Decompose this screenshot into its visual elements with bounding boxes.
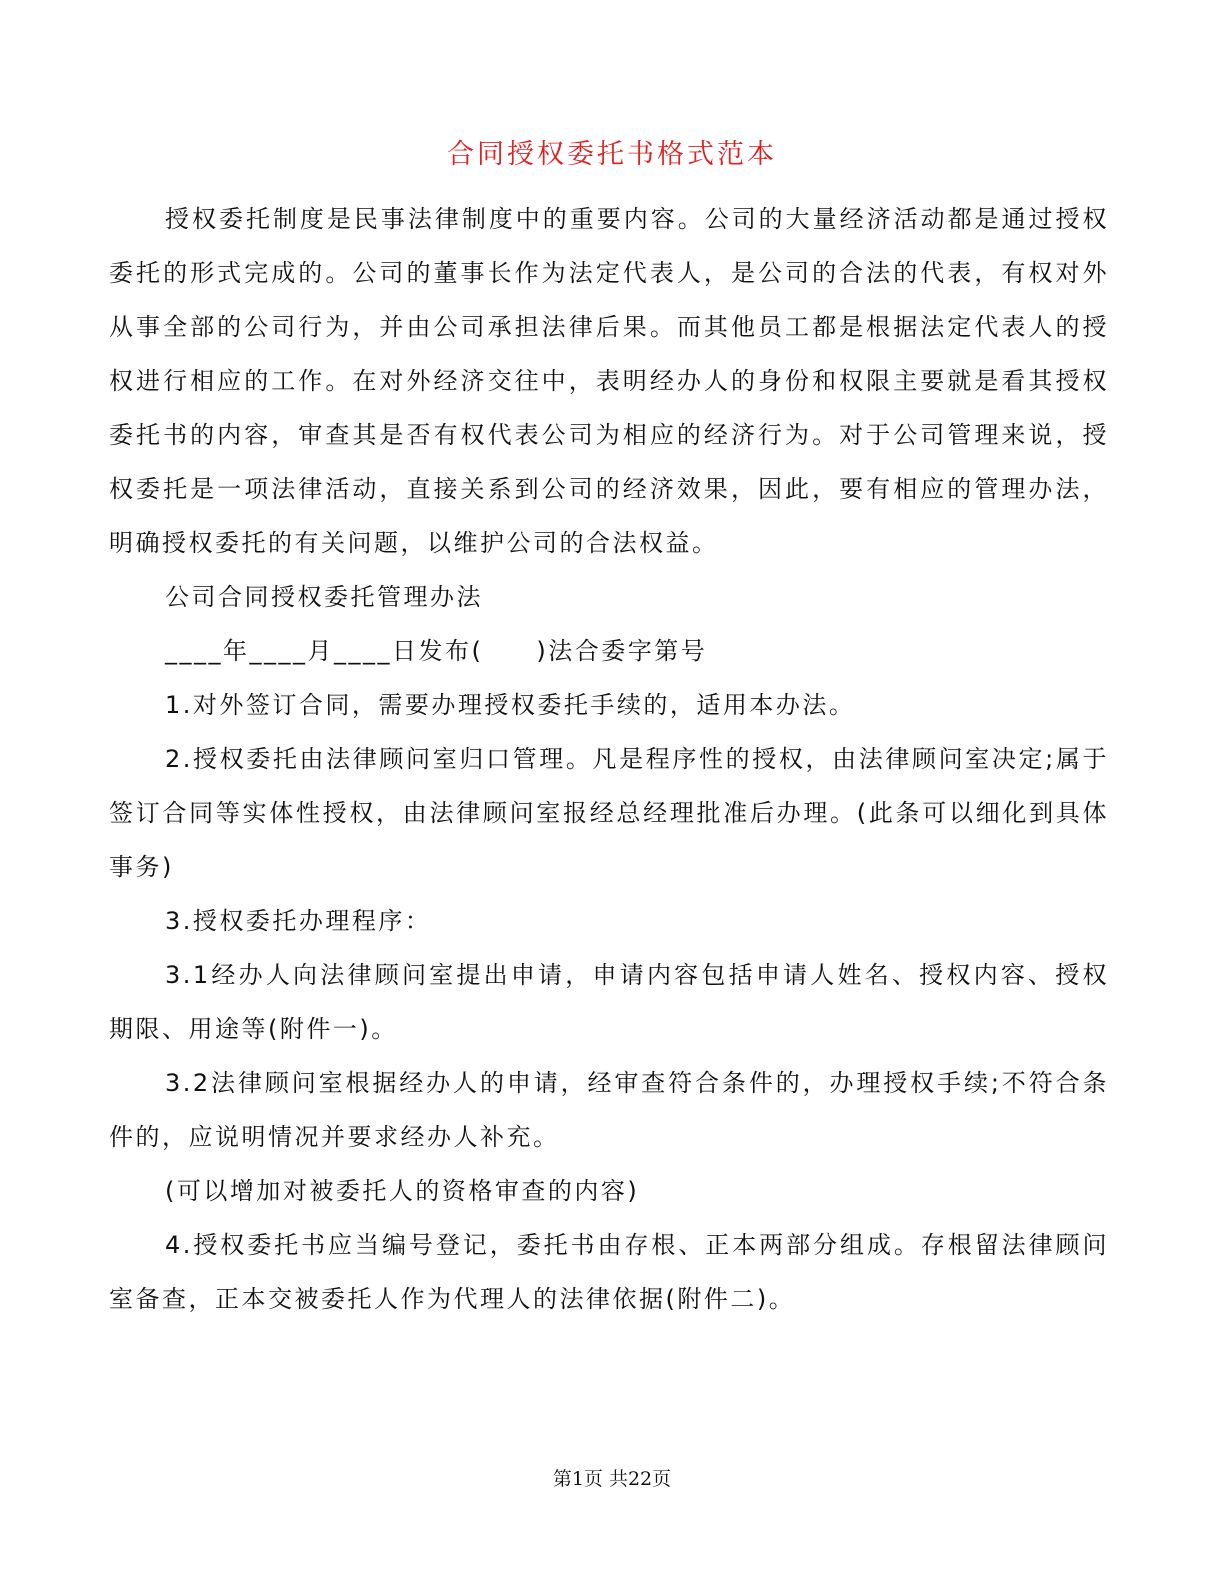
document-body — [109, 192, 1109, 1326]
paragraph-item-3-1: 3.1经办人向法律顾问室提出申请，申请内容包括申请人姓名、授权内容、授权期限、用途等(附件一)。 — [109, 961, 1109, 1043]
document-title: 合同授权委托书格式范本 — [447, 139, 777, 170]
paragraph-item-2: 2.授权委托由法律顾问室归口管理。凡是程序性的授权，由法律顾问室决定;属于签订合同等实体性授权，由法律顾问室报经总经理批准后办理。(此条可以细化到具体事务) — [109, 745, 1109, 881]
paragraph-note: (可以增加对被委托人的资格审查的内容) — [165, 1177, 640, 1205]
paragraph-item-3-2: 3.2法律顾问室根据经办人的申请，经审查符合条件的，办理授权手续;不符合条件的，应说明情况并要求经办人补充。 — [109, 1069, 1109, 1151]
paragraph-issue-date: ____年____月____日发布( )法合委字第号 — [165, 637, 708, 665]
paragraph-heading: 公司合同授权委托管理办法 — [165, 583, 483, 611]
paragraph-item-3: 3.授权委托办理程序： — [165, 907, 432, 935]
page-footer: 第1页 共22页 — [552, 1468, 672, 1490]
paragraph-item-4: 4.授权委托书应当编号登记，委托书由存根、正本两部分组成。存根留法律顾问室备查，正本交被委托人作为代理人的法律依据(附件二)。 — [109, 1231, 1109, 1313]
paragraph-intro: 授权委托制度是民事法律制度中的重要内容。公司的大量经济活动都是通过授权委托的形式完成的。公司的董事长作为法定代表人，是公司的合法的代表，有权对外从事全部的公司行为，并由公司承担法律后果。而其他员工都是根据法定代表人的授权进行相应的工作。在对外经济交往中，表明经办人的身份和权限主要就是看其授权委托书的内容，审查其是否有权代表公司为相应的经济行为。对于公司管理来说，授权委托是一项法律活动，直接关系到公司的经济效果，因此，要有相应的管理办法，明确授权委托的有关问题，以维护公司的合法权益。 — [109, 205, 1109, 557]
paragraph-item-1: 1.对外签订合同，需要办理授权委托手续的，适用本办法。 — [165, 691, 856, 719]
